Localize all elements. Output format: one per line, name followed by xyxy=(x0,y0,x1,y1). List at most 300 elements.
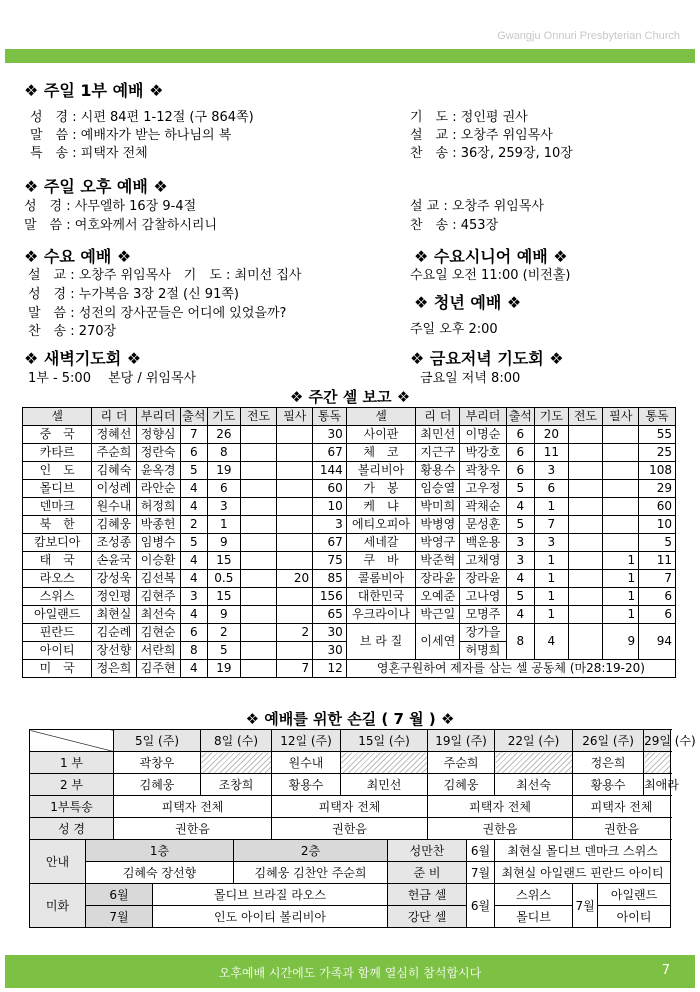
col-leader: 박병영 xyxy=(416,516,460,534)
serving-date-row xyxy=(30,730,671,752)
col-subleader: 곽창우 xyxy=(460,462,506,480)
col-evang xyxy=(568,426,603,444)
date-cell: 22일 (수) xyxy=(495,730,573,752)
month-cell: 6월 xyxy=(467,884,495,928)
serving-cell: 최애라 xyxy=(644,774,671,796)
worship1-sermon: 말 씀 : 예배자가 받는 하나님의 복 xyxy=(30,128,232,143)
col-read: 67 xyxy=(313,444,347,462)
cell-report-heading xyxy=(0,386,700,407)
col-attend: 6 xyxy=(506,444,534,462)
col-subleader: 박종헌 xyxy=(136,516,180,534)
col-cell: 세네갈 xyxy=(346,534,415,552)
diamond-icon: ❖ xyxy=(396,388,411,406)
worship-pm-sermon: 말 씀 : 여호와께서 감찰하시리니 xyxy=(24,218,218,233)
col-cell: 가 봉 xyxy=(346,480,415,498)
month-cell: 6월 xyxy=(467,840,495,862)
col-read: 30 xyxy=(313,426,347,444)
col-cell: 체 코 xyxy=(346,444,415,462)
col-subleader: 임병수 xyxy=(136,534,180,552)
col-leader: 강성욱 xyxy=(92,570,136,588)
col-copy xyxy=(603,516,639,534)
dawn-detail: 1부 - 5:00 본당 / 위임목사 xyxy=(28,371,197,386)
col-read: 108 xyxy=(639,462,676,480)
col-attend: 5 xyxy=(180,534,207,552)
worship1-preacher: 설 교 : 오창주 위임목사 xyxy=(410,128,553,143)
month-cell: 7월 xyxy=(573,884,598,928)
col-prayer: 15 xyxy=(208,552,241,570)
cell-report-row xyxy=(23,660,676,678)
col-evang xyxy=(240,588,277,606)
col-evang xyxy=(240,552,277,570)
col-evang xyxy=(240,480,277,498)
serving-cell: 피택자 전체 xyxy=(428,796,573,818)
col-leader: 이성례 xyxy=(92,480,136,498)
col-leader: 오예준 xyxy=(416,588,460,606)
col-read: 85 xyxy=(313,570,347,588)
col-copy: 1 xyxy=(603,570,639,588)
col-subleader: 장라윤 xyxy=(460,570,506,588)
serving-cell: 권한음 xyxy=(573,818,671,840)
col-evang xyxy=(568,498,603,516)
col-leader: 정은희 xyxy=(92,660,136,678)
wednesday-sermon: 말 씀 : 성전의 장사꾼들은 어디에 있었을까? xyxy=(28,306,287,321)
col-subleader: 고우정 xyxy=(460,480,506,498)
col-attend-header: 출석 xyxy=(506,408,534,426)
col-prayer: 1 xyxy=(535,498,569,516)
dawn-title: 새벽기도회 xyxy=(43,349,122,368)
col-cell: 몰디브 xyxy=(23,480,92,498)
col-attend: 4 xyxy=(180,552,207,570)
col-leader: 장선향 xyxy=(92,642,136,660)
col-subleader: 고나영 xyxy=(460,588,506,606)
col-evang xyxy=(568,624,603,660)
col-subleader: 장가을 xyxy=(460,624,506,642)
worship1-prayer: 기 도 : 정인평 권사 xyxy=(410,110,528,125)
col-copy xyxy=(277,516,313,534)
worship1-special: 특 송 : 피택자 전체 xyxy=(30,146,148,161)
col-prayer: 6 xyxy=(208,480,241,498)
beauty-cells: 몰디브 브라질 라오스 xyxy=(153,884,388,906)
diamond-icon: ❖ xyxy=(414,293,429,312)
col-prayer: 7 xyxy=(535,516,569,534)
col-prayer: 0.5 xyxy=(208,570,241,588)
diamond-icon: ❖ xyxy=(24,177,39,196)
col-cell: 콜롬비아 xyxy=(346,570,415,588)
beauty-cells: 인도 아이티 볼리비아 xyxy=(153,906,388,928)
col-prayer: 19 xyxy=(208,462,241,480)
col-leader: 김혜숙 xyxy=(92,462,136,480)
col-subleader: 문성훈 xyxy=(460,516,506,534)
col-read: 94 xyxy=(639,624,676,660)
col-copy: 9 xyxy=(603,624,639,660)
diamond-icon: ❖ xyxy=(410,349,425,368)
col-copy xyxy=(603,444,639,462)
diamond-icon: ❖ xyxy=(24,349,39,368)
row-label: 1부특송 xyxy=(30,796,114,818)
serving-cell: 정은희 xyxy=(573,752,644,774)
serving-cell-blank xyxy=(495,752,573,774)
cell-report-row xyxy=(23,606,676,624)
col-attend: 5 xyxy=(180,462,207,480)
col-leader: 정인평 xyxy=(92,588,136,606)
col-attend: 4 xyxy=(506,498,534,516)
wednesday-hymn: 찬 송 : 270장 xyxy=(28,324,117,339)
col-leader: 조성종 xyxy=(92,534,136,552)
row-label: 1 부 xyxy=(30,752,114,774)
col-prayer-header: 기도 xyxy=(535,408,569,426)
diamond-icon: ❖ xyxy=(245,710,260,728)
serving-cell: 주순희 xyxy=(428,752,495,774)
col-prayer: 1 xyxy=(208,516,241,534)
serving-cell: 피택자 전체 xyxy=(573,796,671,818)
col-copy xyxy=(277,462,313,480)
col-cell: 케 냐 xyxy=(346,498,415,516)
serving-cell-blank xyxy=(341,752,428,774)
diamond-icon: ❖ xyxy=(506,293,522,312)
serving-cell: 김혜웅 xyxy=(428,774,495,796)
col-leader: 지근구 xyxy=(416,444,460,462)
worship1-scripture: 성 경 : 시편 84편 1-12절 (구 864쪽) xyxy=(30,110,254,125)
cell-report-row xyxy=(23,444,676,462)
serving-cell: 황용수 xyxy=(573,774,644,796)
floor-label: 2층 xyxy=(234,840,388,862)
col-copy xyxy=(603,498,639,516)
col-subleader-header: 부리더 xyxy=(136,408,180,426)
col-evang xyxy=(568,534,603,552)
col-read: 12 xyxy=(313,660,347,678)
col-leader: 주순희 xyxy=(92,444,136,462)
col-evang xyxy=(568,552,603,570)
col-leader: 이세연 xyxy=(416,624,460,660)
cell-report-row xyxy=(23,516,676,534)
col-read: 10 xyxy=(313,498,347,516)
col-attend: 7 xyxy=(180,426,207,444)
col-cell: 덴마크 xyxy=(23,498,92,516)
col-copy xyxy=(277,606,313,624)
col-copy xyxy=(277,642,313,660)
col-read: 30 xyxy=(313,624,347,642)
col-attend: 4 xyxy=(180,570,207,588)
col-prayer: 26 xyxy=(208,426,241,444)
col-copy-header: 필사 xyxy=(603,408,639,426)
col-cell: 카타르 xyxy=(23,444,92,462)
col-leader: 박미희 xyxy=(416,498,460,516)
cell-report-row xyxy=(23,462,676,480)
serving-row-2bu xyxy=(30,774,671,796)
col-attend: 3 xyxy=(180,588,207,606)
cell-motto: 영혼구원하여 제자를 삼는 셀 공동체 (마28:19-20) xyxy=(346,660,675,678)
serving-cell-blank xyxy=(644,752,671,774)
col-evang xyxy=(568,588,603,606)
col-prayer: 1 xyxy=(535,570,569,588)
col-read: 3 xyxy=(313,516,347,534)
diamond-icon: ❖ xyxy=(553,247,568,266)
communion-label: 성만찬 xyxy=(388,840,467,862)
date-cell: 15일 (수) xyxy=(341,730,428,752)
col-prayer: 3 xyxy=(535,534,569,552)
col-prayer: 20 xyxy=(535,426,569,444)
col-attend: 4 xyxy=(180,606,207,624)
col-read: 60 xyxy=(313,480,347,498)
col-copy xyxy=(603,480,639,498)
footer-message: 오후예배 시간에도 가족과 함께 열심히 참석합시다 xyxy=(218,966,482,980)
col-read: 75 xyxy=(313,552,347,570)
col-subleader: 정향심 xyxy=(136,426,180,444)
col-leader: 손윤국 xyxy=(92,552,136,570)
col-evang xyxy=(240,462,277,480)
col-cell: 스위스 xyxy=(23,588,92,606)
col-read: 5 xyxy=(639,534,676,552)
col-evang xyxy=(568,480,603,498)
col-evang xyxy=(568,570,603,588)
col-subleader: 이명순 xyxy=(460,426,506,444)
serving-row-usher-2 xyxy=(30,862,671,884)
offering-cell: 스위스 xyxy=(495,884,573,906)
serving-cell: 최선숙 xyxy=(495,774,573,796)
serving-row-1bu xyxy=(30,752,671,774)
col-attend: 6 xyxy=(180,624,207,642)
col-evang xyxy=(240,606,277,624)
cell-report-row xyxy=(23,624,676,642)
col-subleader-header: 부리더 xyxy=(460,408,506,426)
col-evang xyxy=(240,426,277,444)
col-subleader: 김현순 xyxy=(136,624,180,642)
col-prayer: 4 xyxy=(535,624,569,660)
col-cell: 아이티 xyxy=(23,642,92,660)
col-prayer: 2 xyxy=(208,624,241,642)
offering-label: 강단 셀 xyxy=(388,906,467,928)
cell-report-row xyxy=(23,426,676,444)
diamond-icon: ❖ xyxy=(289,388,304,406)
col-copy: 1 xyxy=(603,588,639,606)
col-leader-header: 리 더 xyxy=(416,408,460,426)
serving-cell: 권한음 xyxy=(114,818,272,840)
col-attend: 3 xyxy=(506,534,534,552)
col-evang xyxy=(240,444,277,462)
dawn-heading xyxy=(24,346,141,369)
col-prayer: 5 xyxy=(208,642,241,660)
serving-cell: 권한음 xyxy=(428,818,573,840)
serving-cell: 황용수 xyxy=(272,774,341,796)
diamond-icon: ❖ xyxy=(116,247,132,266)
col-subleader: 서란희 xyxy=(136,642,180,660)
serving-title: 예배를 위한 손길 ( 7 월 ) xyxy=(264,710,436,728)
col-evang xyxy=(240,516,277,534)
col-copy xyxy=(277,444,313,462)
col-evang xyxy=(240,534,277,552)
col-evang xyxy=(240,642,277,660)
col-prayer: 1 xyxy=(535,552,569,570)
diamond-icon: ❖ xyxy=(153,177,168,196)
col-read: 6 xyxy=(639,606,676,624)
diamond-icon: ❖ xyxy=(24,81,39,100)
col-leader: 장라윤 xyxy=(416,570,460,588)
col-subleader: 곽채순 xyxy=(460,498,506,516)
col-cell: 중 국 xyxy=(23,426,92,444)
col-prayer: 6 xyxy=(535,480,569,498)
diamond-icon: ❖ xyxy=(149,81,164,100)
col-copy xyxy=(277,498,313,516)
col-copy: 20 xyxy=(277,570,313,588)
col-subleader: 고채영 xyxy=(460,552,506,570)
col-cell-header: 셀 xyxy=(346,408,415,426)
col-subleader: 김선복 xyxy=(136,570,180,588)
offering-cell: 아일랜드 xyxy=(598,884,671,906)
col-read: 7 xyxy=(639,570,676,588)
col-cell: 에티오피아 xyxy=(346,516,415,534)
worship-pm-heading xyxy=(24,174,168,197)
col-read: 6 xyxy=(639,588,676,606)
col-attend: 2 xyxy=(180,516,207,534)
worship1-hymn: 찬 송 : 36장, 259장, 10장 xyxy=(410,146,573,161)
col-leader: 황용수 xyxy=(416,462,460,480)
month-cell: 7월 xyxy=(86,906,153,928)
col-evang xyxy=(240,624,277,642)
col-subleader: 허명희 xyxy=(460,642,506,660)
col-prayer: 9 xyxy=(208,606,241,624)
col-evang xyxy=(240,660,277,678)
serving-cell: 곽창우 xyxy=(114,752,201,774)
col-subleader: 라안순 xyxy=(136,480,180,498)
usher-names: 김혜숙 장선향 xyxy=(86,862,234,884)
col-copy: 2 xyxy=(277,624,313,642)
col-read: 30 xyxy=(313,642,347,660)
col-subleader: 최선숙 xyxy=(136,606,180,624)
col-read: 65 xyxy=(313,606,347,624)
worship1-title: 주일 1부 예배 xyxy=(43,81,144,100)
serving-cell: 권한음 xyxy=(272,818,428,840)
col-attend: 6 xyxy=(506,426,534,444)
date-cell: 19일 (주) xyxy=(428,730,495,752)
col-cell: 브 라 질 xyxy=(346,624,415,660)
row-label: 2 부 xyxy=(30,774,114,796)
col-prayer: 19 xyxy=(208,660,241,678)
col-copy: 1 xyxy=(603,606,639,624)
date-cell: 8일 (수) xyxy=(201,730,272,752)
communion-cells: 최현실 몰디브 덴마크 스위스 xyxy=(495,840,671,862)
col-prayer: 1 xyxy=(535,588,569,606)
col-cell: 캄보디아 xyxy=(23,534,92,552)
col-prayer: 11 xyxy=(535,444,569,462)
date-cell: 26일 (주) xyxy=(573,730,644,752)
floor-label: 1층 xyxy=(86,840,234,862)
cell-report-row xyxy=(23,498,676,516)
col-subleader: 박강호 xyxy=(460,444,506,462)
serving-row-beauty-1 xyxy=(30,884,671,906)
wednesday-line1: 설 교 : 오창주 위임목사 기 도 : 최미선 집사 xyxy=(28,268,302,283)
friday-time: 금요일 저녁 8:00 xyxy=(420,371,521,386)
cell-report-row xyxy=(23,480,676,498)
offering-cell: 몰디브 xyxy=(495,906,573,928)
friday-title: 금요저녁 기도회 xyxy=(429,349,544,368)
col-prayer: 15 xyxy=(208,588,241,606)
col-prayer: 8 xyxy=(208,444,241,462)
col-cell: 사이판 xyxy=(346,426,415,444)
col-cell: 대한민국 xyxy=(346,588,415,606)
row-label: 성 경 xyxy=(30,818,114,840)
col-leader-header: 리 더 xyxy=(92,408,136,426)
col-read: 29 xyxy=(639,480,676,498)
serving-cell: 최민선 xyxy=(341,774,428,796)
col-read: 10 xyxy=(639,516,676,534)
col-cell: 미 국 xyxy=(23,660,92,678)
col-copy-header: 필사 xyxy=(277,408,313,426)
col-copy xyxy=(277,534,313,552)
col-copy xyxy=(603,534,639,552)
col-subleader: 모명주 xyxy=(460,606,506,624)
col-evang-header: 전도 xyxy=(568,408,603,426)
diamond-icon: ❖ xyxy=(126,349,142,368)
col-leader: 김순례 xyxy=(92,624,136,642)
worship-pm-scripture: 성 경 : 사무엘하 16장 9-4절 xyxy=(24,199,197,214)
serving-cell: 조창희 xyxy=(201,774,272,796)
month-cell: 6월 xyxy=(86,884,153,906)
cell-report-row xyxy=(23,552,676,570)
serving-heading xyxy=(0,708,700,729)
usher-names: 김혜웅 김찬안 주순희 xyxy=(234,862,388,884)
serving-row-scripture xyxy=(30,818,671,840)
diamond-icon: ❖ xyxy=(440,710,455,728)
diamond-icon: ❖ xyxy=(549,349,564,368)
col-cell: 볼리비아 xyxy=(346,462,415,480)
col-cell: 북 한 xyxy=(23,516,92,534)
wed-senior-title: 수요시니어 예배 xyxy=(433,247,548,266)
date-cell: 5일 (주) xyxy=(114,730,201,752)
col-attend: 6 xyxy=(180,444,207,462)
youth-time: 주일 오후 2:00 xyxy=(410,322,498,337)
col-evang xyxy=(568,444,603,462)
col-evang xyxy=(240,498,277,516)
col-copy xyxy=(603,426,639,444)
col-leader: 임승열 xyxy=(416,480,460,498)
diamond-icon: ❖ xyxy=(414,247,429,266)
row-label: 미화 xyxy=(30,884,86,928)
footer-bar xyxy=(5,955,695,988)
col-prayer: 1 xyxy=(535,606,569,624)
col-copy xyxy=(277,588,313,606)
col-cell: 태 국 xyxy=(23,552,92,570)
col-attend: 4 xyxy=(180,480,207,498)
worship-pm-preacher: 설 교 : 오창주 위임목사 xyxy=(410,199,544,214)
col-attend: 5 xyxy=(506,516,534,534)
serving-cell: 피택자 전체 xyxy=(272,796,428,818)
col-attend: 4 xyxy=(506,606,534,624)
row-label: 안내 xyxy=(30,840,86,884)
col-evang xyxy=(240,570,277,588)
col-read-header: 통독 xyxy=(313,408,347,426)
col-copy: 1 xyxy=(603,552,639,570)
cell-report-title: 주간 셀 보고 xyxy=(308,388,392,406)
col-cell: 핀란드 xyxy=(23,624,92,642)
worship-pm-title: 주일 오후 예배 xyxy=(43,177,148,196)
col-read: 25 xyxy=(639,444,676,462)
col-read: 11 xyxy=(639,552,676,570)
col-copy: 7 xyxy=(277,660,313,678)
worship1-heading xyxy=(24,78,163,101)
col-prayer-header: 기도 xyxy=(208,408,241,426)
cell-report-row xyxy=(23,534,676,552)
col-attend-header: 출석 xyxy=(180,408,207,426)
col-read-header: 통독 xyxy=(639,408,676,426)
church-name: Gwangju Onnuri Presbyterian Church xyxy=(497,30,680,42)
col-leader: 최현실 xyxy=(92,606,136,624)
col-attend: 3 xyxy=(506,552,534,570)
col-attend: 5 xyxy=(506,588,534,606)
col-attend: 5 xyxy=(506,480,534,498)
col-read: 156 xyxy=(313,588,347,606)
col-leader: 김혜웅 xyxy=(92,516,136,534)
col-leader: 박영구 xyxy=(416,534,460,552)
